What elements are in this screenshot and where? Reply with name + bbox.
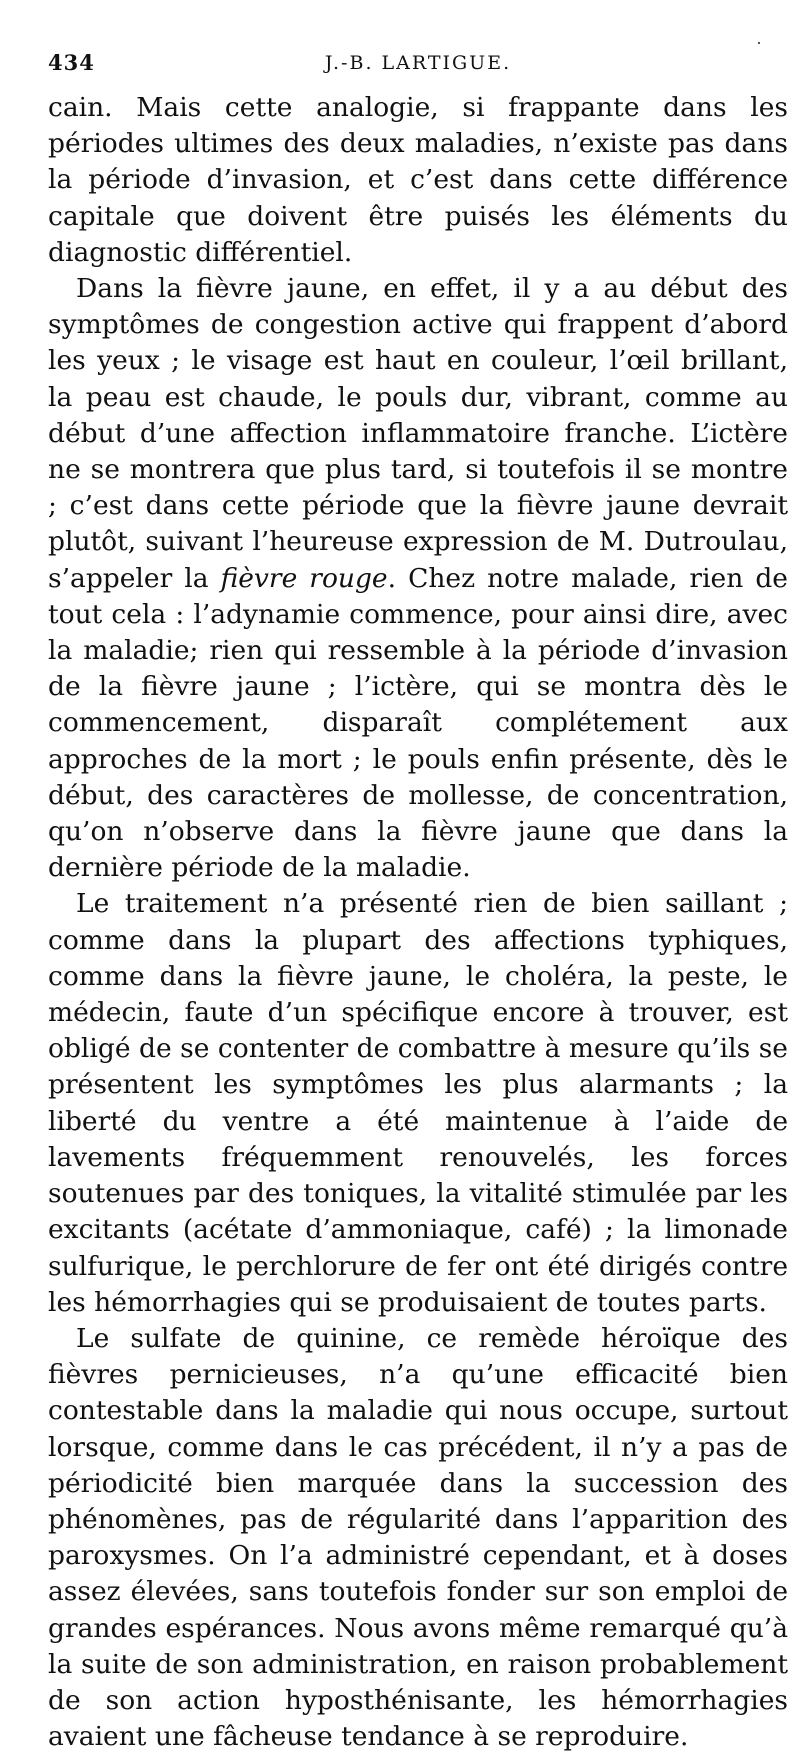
paragraph-2-part-2: . Chez notre malade, rien de tout cela : l’adynamie commence, pour ainsi dire, avec la maladie; rien qui ressemble à la période d’invasion de la fièvre jaune ; l’ictère, qui se montra dès le commencement, disparaît complétement aux approches de la mort ; le pouls enfin présente, dès le début, des caractères de mollesse, de concentration, qu’on n’observe dans la fièvre jaune que dans la dernière période de la maladie. [48,562,788,884]
running-head [48,50,788,90]
paragraph-2-part-1: Dans la fièvre jaune, en effet, il y a au début des symptômes de congestion active qui frappent d’abord les yeux ; le visage est haut en couleur, l’œil brillant, la peau est chaude, le pouls dur, vibrant, comme au début d’une affection inflammatoire franche. L’ictère ne se montrera que plus tard, si toutefois il se montre ; c’est dans cette période que la fièvre jaune devrait plutôt, suivant l’heureuse expression de M. Dutroulau, s’appeler la [48,273,788,594]
paragraph-4: Le sulfate de quinine, ce remède héroïque des fièvres pernicieuses, n’a qu’une efficacité bien contestable dans la maladie qui nous occupe, surtout lorsque, comme dans le cas précédent, il n’y a pas de périodicité bien marquée dans la succession des phénomènes, pas de régularité dans l’apparition des paroxysmes. On l’a administré cependant, et à doses assez élevées, sans toutefois fonder sur son emploi de grandes espérances. Nous avons même remarqué qu’à la suite de son administration, en raison probablement de son action hyposthénisante, les hémorrhagies avaient une fâcheuse tendance à se reproduire. [48,1322,788,1753]
page-number: 434 [48,50,95,75]
running-title: J.-B. LARTIGUE. [324,52,512,74]
page-speck [758,42,760,44]
paragraph-1: cain. Mais cette analogie, si frappante dans les périodes ultimes des deux maladies, n’existe pas dans la période d’invasion, et c’est dans cette différence capitale que doivent être puisés les éléments du diagnostic différentiel. [48,92,788,268]
book-page [48,50,788,1755]
paragraph-2 [48,271,788,886]
body-text [48,90,788,1755]
paragraph-2-italic-term: fièvre rouge [220,562,388,594]
paragraph-3: Le traitement n’a présenté rien de bien saillant ; comme dans la plupart des affections typhiques, comme dans la fièvre jaune, le choléra, la peste, le médecin, faute d’un spécifique encore à trouver, est obligé de se contenter de combattre à mesure qu’ils se présentent les symptômes les plus alarmants ; la liberté du ventre a été maintenue à l’aide de lavements fréquemment renouvelés, les forces soutenues par des toniques, la vitalité stimulée par les excitants (acétate d’ammoniaque, café) ; la limonade sulfurique, le perchlorure de fer ont été dirigés contre les hémorrhagies qui se produisaient de toutes parts. [48,888,788,1318]
